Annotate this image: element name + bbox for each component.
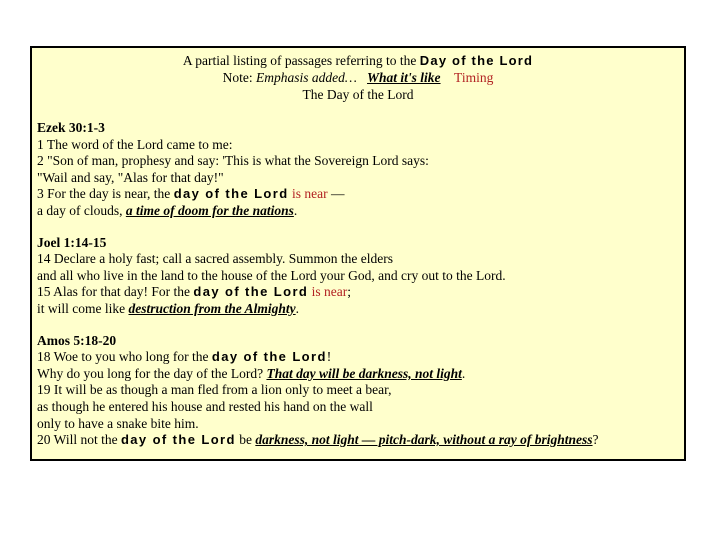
- joel-verse-15: [37, 284, 680, 301]
- amos-exclaim: !: [326, 349, 332, 365]
- ezek-doom-emphasis: a time of doom for the nations: [125, 202, 294, 218]
- passages: [37, 120, 680, 449]
- ezek-verse-2: 2 "Son of man, prophesy and say: 'This is what the Sovereign Lord says:: [37, 153, 429, 169]
- spacer: [37, 220, 680, 235]
- header-note-line: [32, 69, 684, 86]
- joel-verse-15-cont: [37, 301, 680, 318]
- amos-v20-text: 20 Will not the: [37, 432, 121, 448]
- amos-verse-19-cont: as though he entered his house and rested his hand on the wall: [37, 398, 373, 414]
- amos-verse-19: 19 It will be as though a man fled from a lion only to meet a bear,: [37, 382, 392, 398]
- what-its-like-key: What it's like: [367, 70, 441, 85]
- joel-is-near: is near: [311, 284, 348, 300]
- emphasis-label: Emphasis added…: [256, 70, 357, 85]
- ezek-day-of-lord: day of the Lord: [173, 186, 289, 202]
- note-label: Note:: [222, 70, 257, 85]
- amos-day-of-lord-2: day of the Lord: [120, 432, 236, 448]
- ezek-v3-text: 3 For the day is near, the: [37, 186, 174, 202]
- ezek-verse-3-cont: [37, 203, 680, 220]
- ezek-verse-2-cont: "Wail and say, "Alas for that day!": [37, 169, 224, 185]
- ezek-dash: —: [327, 186, 345, 202]
- spacer: [37, 318, 680, 333]
- amos-period: .: [461, 365, 466, 381]
- ezek-verse-1: 1 The word of the Lord came to me:: [37, 136, 233, 152]
- header-prefix: A partial listing of passages referring to the: [182, 53, 420, 68]
- amos-darkness-emphasis: That day will be darkness, not light: [266, 365, 462, 381]
- ezek-period: .: [293, 202, 298, 218]
- ezek-reference: Ezek 30:1-3: [37, 120, 105, 135]
- ezek-clouds-text: a day of clouds,: [37, 202, 126, 218]
- joel-reference: Joel 1:14-15: [37, 234, 107, 250]
- amos-verse-19-end: only to have a snake bite him.: [37, 415, 199, 431]
- amos-verse-18-cont: [37, 366, 680, 383]
- joel-verse-14-cont: and all who live in the land to the house of the Lord your God, and cry out to the Lord.: [37, 267, 506, 283]
- joel-v15-text: 15 Alas for that day! For the: [37, 284, 194, 300]
- joel-verse-14: 14 Declare a holy fast; call a sacred assembly. Summon the elders: [37, 251, 394, 267]
- amos-day-of-lord-1: day of the Lord: [211, 349, 327, 365]
- joel-destruction-emphasis: destruction from the Almighty: [128, 300, 296, 316]
- joel-come-like-text: it will come like: [37, 300, 129, 316]
- amos-pitch-dark-emphasis: darkness, not light — pitch-dark, without a ray of brightness: [255, 432, 593, 448]
- content-panel: [30, 46, 686, 461]
- header-subtitle: The Day of the Lord: [302, 87, 414, 102]
- joel-semicolon: ;: [347, 284, 351, 300]
- amos-v18-text: 18 Woe to you who long for the: [37, 349, 212, 365]
- amos-verse-20: [37, 432, 680, 449]
- ezek-verse-3: [37, 186, 680, 203]
- joel-period: .: [295, 300, 300, 316]
- amos-reference: Amos 5:18-20: [37, 332, 117, 348]
- amos-be-text: be: [235, 432, 256, 448]
- header-title-line: [32, 52, 684, 69]
- amos-question: ?: [592, 432, 599, 448]
- ezek-is-near: is near: [291, 186, 328, 202]
- amos-why-text: Why do you long for the day of the Lord?: [37, 365, 267, 381]
- timing-key: Timing: [454, 70, 494, 85]
- amos-verse-18: [37, 349, 680, 366]
- header-day-of-lord: Day of the Lord: [419, 53, 534, 68]
- joel-day-of-lord: day of the Lord: [193, 284, 309, 300]
- header: [32, 52, 684, 103]
